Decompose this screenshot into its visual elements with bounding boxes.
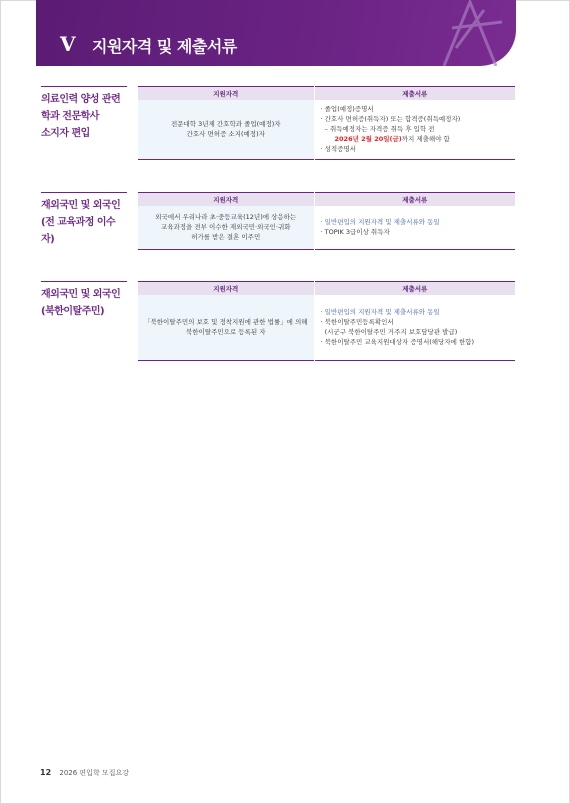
document-item: · 북한이탈주민 교육지원대상자 증명서(해당자에 한함) — [320, 338, 475, 347]
document-item: · 졸업(예정)증명서 — [320, 105, 374, 114]
qualification-line: 북한이탈주민으로 등록된 자 — [186, 328, 266, 337]
document-item: · 간호사 면허증(취득자) 또는 합격증(취득예정자) — [320, 115, 461, 124]
qualification-cell — [138, 295, 314, 361]
column-header-documents: 제출서류 — [314, 87, 515, 100]
requirements-table — [138, 86, 515, 160]
star-deco-icon — [434, 0, 506, 66]
deadline-suffix: 까지 제출해야 함 — [401, 135, 450, 144]
section-title-line: (전 교육과정 이수자) — [41, 217, 116, 245]
document-item-reference: · 일반편입의 지원자격 및 제출서류와 동일 — [320, 308, 440, 317]
section-title — [41, 86, 127, 142]
column-header-documents: 제출서류 — [314, 193, 515, 206]
section-title — [41, 281, 127, 320]
qualification-line: 외국에서 우리나라 초·중등교육(12년)에 상응하는 — [155, 213, 297, 222]
section-title-line: 재외국민 및 외국인 — [41, 289, 121, 300]
document-item: · TOPIK 3급이상 취득자 — [320, 228, 390, 237]
footer-doc-title: 2026 편입학 모집요강 — [59, 769, 129, 777]
document-item-reference: · 일반편입의 지원자격 및 제출서류와 동일 — [320, 218, 440, 227]
chapter-roman-numeral: V — [60, 32, 76, 56]
document-item: · 성적증명서 — [320, 145, 357, 154]
page-title: 지원자격 및 제출서류 — [92, 37, 237, 56]
column-header-documents: 제출서류 — [314, 282, 515, 295]
header-banner — [36, 0, 516, 66]
documents-cell — [314, 295, 515, 361]
page-footer — [40, 768, 129, 778]
column-header-qualification: 지원자격 — [138, 87, 314, 100]
section-title-line: (북한이탈주민) — [41, 306, 105, 317]
section-title — [41, 192, 127, 248]
document-item: · 북한이탈주민등록확인서 — [320, 318, 394, 327]
deadline-date: 2026년 2월 20일(금) — [334, 135, 402, 144]
qualification-line: 허가를 받은 결혼 이주민 — [191, 233, 261, 242]
section-title-line: 재외국민 및 외국인 — [41, 200, 121, 211]
section-title-line: 의료인력 양성 관련 — [41, 94, 121, 105]
qualification-line: 전문대학 3년제 간호학과 졸업(예정)자 — [170, 120, 281, 129]
document-item: – 취득예정자는 자격증 취득 후 입학 전 — [320, 125, 435, 134]
page-number: 12 — [40, 768, 52, 777]
documents-cell — [314, 206, 515, 250]
documents-cell — [314, 100, 515, 160]
qualification-line: 간호사 면허증 소지(예정)자 — [186, 130, 265, 139]
section-title-line: 소지자 편입 — [41, 128, 90, 139]
qualification-line: 교육과정을 전부 이수한 재외국민·외국인·귀화 — [160, 223, 291, 232]
document-item: (시군구 북한이탈주민 거주지 보호담당관 발급) — [320, 328, 458, 337]
requirements-table — [138, 192, 515, 250]
document-deadline — [321, 134, 510, 144]
section-title-line: 학과 전문학사 — [41, 111, 99, 122]
qualification-cell — [138, 206, 314, 250]
column-header-qualification: 지원자격 — [138, 193, 314, 206]
qualification-cell — [138, 100, 314, 160]
requirements-table — [138, 281, 515, 361]
qualification-line: 「북한이탈주민의 보호 및 정착지원에 관한 법률」에 의해 — [144, 318, 308, 327]
column-header-qualification: 지원자격 — [138, 282, 314, 295]
